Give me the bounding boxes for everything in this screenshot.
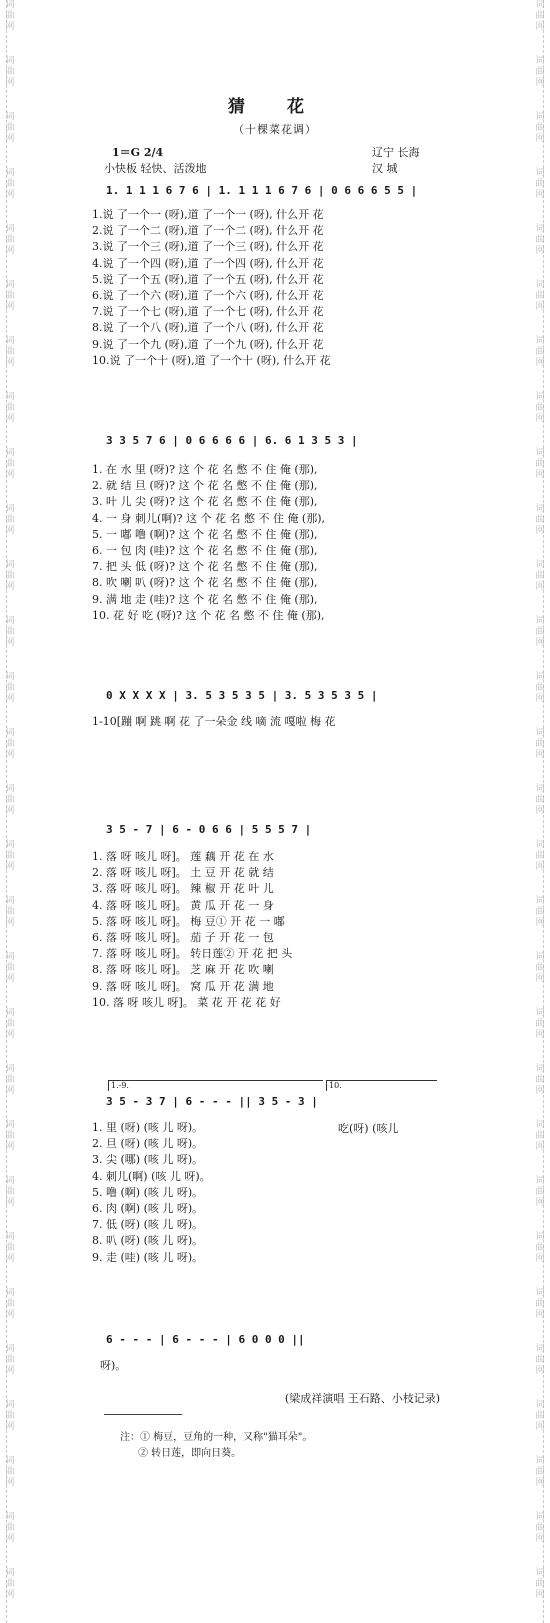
lyric-line: 7.说 了一个七 (呀),道 了一个七 (呀), 什么开 花 [92, 305, 324, 319]
watermark-text: 词 曲 网 [5, 112, 15, 144]
watermark-text: 词 曲 网 [535, 896, 545, 928]
watermark-text: 词 曲 网 [5, 1456, 15, 1488]
notation-text: 3 5 - 3 7 | 6 - - - || 3 5 - 3 | [106, 1095, 318, 1108]
watermark-text: 词 曲 网 [5, 1288, 15, 1320]
watermark-text: 词 曲 网 [535, 392, 545, 424]
performer-credit: (梁成祥演唱 王石路、小枝记录) [284, 1392, 440, 1405]
watermark-text: 词 曲 网 [5, 840, 15, 872]
song-title: 猜 花 [228, 97, 322, 117]
watermark-text: 词 曲 网 [535, 1232, 545, 1264]
watermark-text: 词 曲 网 [5, 952, 15, 984]
lyric-line: 4. 刺儿(啊) (咳 儿 呀)。 [92, 1169, 211, 1183]
lyric-line: 6. 一 包 肉 (哇)? 这 个 花 名 憋 不 住 俺 (那), [92, 543, 318, 557]
watermark-text: 词 曲 网 [535, 56, 545, 88]
watermark-text: 词 曲 网 [535, 952, 545, 984]
lyric-line: 1. 里 (呀) (咳 儿 呀)。 [92, 1121, 204, 1134]
staff-line-6 [100, 1332, 434, 1348]
lyric-line: 4. 落 呀 咳儿 呀]。 黄 瓜 开 花 一 身 [92, 898, 274, 912]
watermark-text: 词 曲 网 [5, 560, 15, 592]
lyric-line: 6. 肉 (啊) (咳 儿 呀)。 [92, 1201, 204, 1215]
key-signature: 1＝G 2/4 [112, 146, 164, 159]
watermark-text: 词 曲 网 [5, 56, 15, 88]
staff-line-5 [100, 1094, 434, 1110]
region-label: 辽宁 长海 [372, 146, 420, 159]
lyric-line: 6. 落 呀 咳儿 呀]。 茄 子 开 花 一 包 [92, 930, 274, 944]
lyric-line: 1. 落 呀 咳儿 呀]。 莲 藕 开 花 在 水 [92, 850, 274, 863]
song-subtitle: （十棵菜花调） [233, 123, 317, 136]
lyric-line: 1.说 了一个一 (呀),道 了一个一 (呀), 什么开 花 [92, 208, 324, 221]
watermark-text: 词 曲 网 [5, 504, 15, 536]
lyric-line: 2. 旦 (呀) (咳 儿 呀)。 [92, 1137, 204, 1151]
watermark-text: 词 曲 网 [5, 1120, 15, 1152]
watermark-text: 词 曲 网 [5, 1344, 15, 1376]
watermark-text: 词 曲 网 [5, 616, 15, 648]
lyric-line: 8. 吹 喇 叭 (呀)? 这 个 花 名 憋 不 住 俺 (那), [92, 576, 318, 590]
watermark-text: 词 曲 网 [5, 0, 15, 32]
lyric-line: 3.说 了一个三 (呀),道 了一个三 (呀), 什么开 花 [92, 240, 324, 254]
lyric-line: 10. 落 呀 咳儿 呀]。 菜 花 开 花 花 好 [92, 995, 281, 1009]
lyric-line: 7. 低 (呀) (咳 儿 呀)。 [92, 1218, 204, 1232]
lyrics-block-3 [92, 714, 335, 730]
notation-text: 1. 1 1 1 6 7 6 | 1. 1 1 1 6 7 6 | 0 6 6 6 5 5 | [106, 184, 418, 197]
watermark-text: 词 曲 网 [535, 448, 545, 480]
watermark-text: 词 曲 网 [5, 224, 15, 256]
watermark-text: 词 曲 网 [535, 1512, 545, 1544]
watermark-text: 词 曲 网 [535, 0, 545, 32]
footnote-2: ② 转日莲，即向日葵。 [138, 1448, 242, 1459]
lyric-line: 10. 花 好 吃 (呀)? 这 个 花 名 憋 不 住 俺 (那), [92, 608, 325, 622]
watermark-text: 词 曲 网 [535, 280, 545, 312]
staff-line-1 [100, 183, 434, 199]
lyrics-block-4 [92, 849, 292, 1011]
lyric-line: 9. 满 地 走 (哇)? 这 个 花 名 憋 不 住 俺 (那), [92, 592, 318, 606]
lyric-line: 9. 走 (哇) (咳 儿 呀)。 [92, 1250, 204, 1264]
watermark-text: 词 曲 网 [535, 840, 545, 872]
lyric-line: 9.说 了一个九 (呀),道 了一个九 (呀), 什么开 花 [92, 337, 324, 351]
notation-text: 3 5 - 7 | 6 - 0 6 6 | 5 5 5 7 | [106, 823, 312, 836]
watermark-text: 词 曲 网 [5, 728, 15, 760]
lyrics-block-2 [92, 462, 325, 624]
notation-text: 6 - - - | 6 - - - | 6 0 0 0 || [106, 1333, 305, 1346]
watermark-text: 词 曲 网 [535, 1568, 545, 1600]
arranger-label: 汉 城 [372, 162, 398, 175]
watermark-text: 词 曲 网 [5, 896, 15, 928]
staff-line-2 [100, 433, 434, 449]
watermark-text: 词 曲 网 [5, 336, 15, 368]
lyric-line: 5. 噜 (啊) (咳 儿 呀)。 [92, 1185, 204, 1199]
watermark-text: 词 曲 网 [5, 280, 15, 312]
lyric-line: 3. 尖 (哪) (咳 儿 呀)。 [92, 1153, 204, 1167]
watermark-text: 词 曲 网 [535, 1176, 545, 1208]
lyric-line: 8. 叭 (呀) (咳 儿 呀)。 [92, 1234, 204, 1248]
lyric-line: 7. 落 呀 咳儿 呀]。 转日莲② 开 花 把 头 [92, 947, 293, 961]
lyric-line: 10.说 了一个十 (呀),道 了一个十 (呀), 什么开 花 [92, 353, 331, 367]
lyric-line: 2. 落 呀 咳儿 呀]。 土 豆 开 花 就 结 [92, 866, 274, 880]
volta-first-ending: 1.-9. [108, 1080, 323, 1091]
watermark-text: 词 曲 网 [535, 1288, 545, 1320]
lyric-line: 2.说 了一个二 (呀),道 了一个二 (呀), 什么开 花 [92, 224, 324, 238]
footnote-1: 注：① 梅豆，豆角的一种，又称"猫耳朵"。 [120, 1432, 313, 1443]
tenth-verse-ending: 吃(呀) (咳儿 [338, 1122, 399, 1135]
lyric-line: 8.说 了一个八 (呀),道 了一个八 (呀), 什么开 花 [92, 321, 324, 335]
lyric-line: 2. 就 结 旦 (呀)? 这 个 花 名 憋 不 住 俺 (那), [92, 479, 318, 493]
watermark-text: 词 曲 网 [535, 560, 545, 592]
watermark-text: 词 曲 网 [535, 1008, 545, 1040]
volta-second-ending: 10. [326, 1080, 437, 1091]
watermark-text: 词 曲 网 [5, 168, 15, 200]
watermark-text: 词 曲 网 [535, 672, 545, 704]
watermark-text: 词 曲 网 [535, 1400, 545, 1432]
watermark-text: 词 曲 网 [535, 112, 545, 144]
lyrics-block-1 [92, 207, 331, 369]
staff-line-4 [100, 822, 434, 838]
lyric-line: 3. 落 呀 咳儿 呀]。 辣 椒 开 花 叶 儿 [92, 882, 274, 896]
notation-text: 3 3 5 7 6 | 0 6 6 6 6 | 6. 6 1 3 5 3 | [106, 434, 358, 447]
watermark-text: 词 曲 网 [5, 1232, 15, 1264]
watermark-text: 词 曲 网 [5, 784, 15, 816]
tempo-marking: 小快板 轻快、活泼地 [104, 162, 207, 175]
lyric-line: 9. 落 呀 咳儿 呀]。 窝 瓜 开 花 满 地 [92, 979, 274, 993]
lyric-line: 6.说 了一个六 (呀),道 了一个六 (呀), 什么开 花 [92, 288, 324, 302]
watermark-text: 词 曲 网 [535, 1064, 545, 1096]
watermark-text: 词 曲 网 [5, 672, 15, 704]
lyrics-block-5 [92, 1120, 211, 1266]
watermark-text: 词 曲 网 [535, 1456, 545, 1488]
lyric-line: 7. 把 头 低 (呀)? 这 个 花 名 憋 不 住 俺 (那), [92, 560, 318, 574]
watermark-text: 词 曲 网 [5, 1008, 15, 1040]
lyric-line: 5. 一 嘟 噜 (啊)? 这 个 花 名 憋 不 住 俺 (那), [92, 527, 318, 541]
watermark-text: 词 曲 网 [5, 448, 15, 480]
watermark-text: 词 曲 网 [535, 784, 545, 816]
watermark-text: 词 曲 网 [535, 616, 545, 648]
watermark-text: 词 曲 网 [5, 1176, 15, 1208]
watermark-text: 词 曲 网 [5, 1512, 15, 1544]
lyric-line: 1. 在 水 里 (呀)? 这 个 花 名 憋 不 住 俺 (那), [92, 463, 318, 476]
lyric-line: 4. 一 身 刺儿(啊)? 这 个 花 名 憋 不 住 俺 (那), [92, 511, 326, 525]
lyric-line: 呀)。 [100, 1359, 127, 1372]
lyric-line: 5.说 了一个五 (呀),道 了一个五 (呀), 什么开 花 [92, 272, 324, 286]
watermark-text: 词 曲 网 [535, 728, 545, 760]
lyrics-block-6 [100, 1358, 126, 1374]
watermark-text: 词 曲 网 [5, 1400, 15, 1432]
watermark-text: 词 曲 网 [535, 1344, 545, 1376]
lyric-line: 3. 叶 儿 尖 (呀)? 这 个 花 名 憋 不 住 俺 (那), [92, 495, 318, 509]
watermark-text: 词 曲 网 [535, 224, 545, 256]
watermark-text: 词 曲 网 [535, 336, 545, 368]
watermark-text: 词 曲 网 [5, 392, 15, 424]
staff-line-3 [100, 688, 434, 704]
watermark-text: 词 曲 网 [5, 1064, 15, 1096]
footnote-rule [104, 1414, 182, 1415]
watermark-text: 词 曲 网 [535, 504, 545, 536]
lyric-line: 5. 落 呀 咳儿 呀]。 梅 豆① 开 花 一 嘟 [92, 914, 285, 928]
lyric-line: 8. 落 呀 咳儿 呀]。 芝 麻 开 花 吹 喇 [92, 963, 274, 977]
watermark-text: 词 曲 网 [535, 1120, 545, 1152]
notation-text: 0 X X X X | 3. 5 3 5 3 5 | 3. 5 3 5 3 5 | [106, 689, 378, 702]
lyric-line: 4.说 了一个四 (呀),道 了一个四 (呀), 什么开 花 [92, 256, 324, 270]
watermark-text: 词 曲 网 [5, 1568, 15, 1600]
watermark-text: 词 曲 网 [535, 168, 545, 200]
lyric-line: 1-10[蹦 啊 跳 啊 花 了一朵金 线 嘀 流 嘎啦 梅 花 [92, 715, 336, 728]
